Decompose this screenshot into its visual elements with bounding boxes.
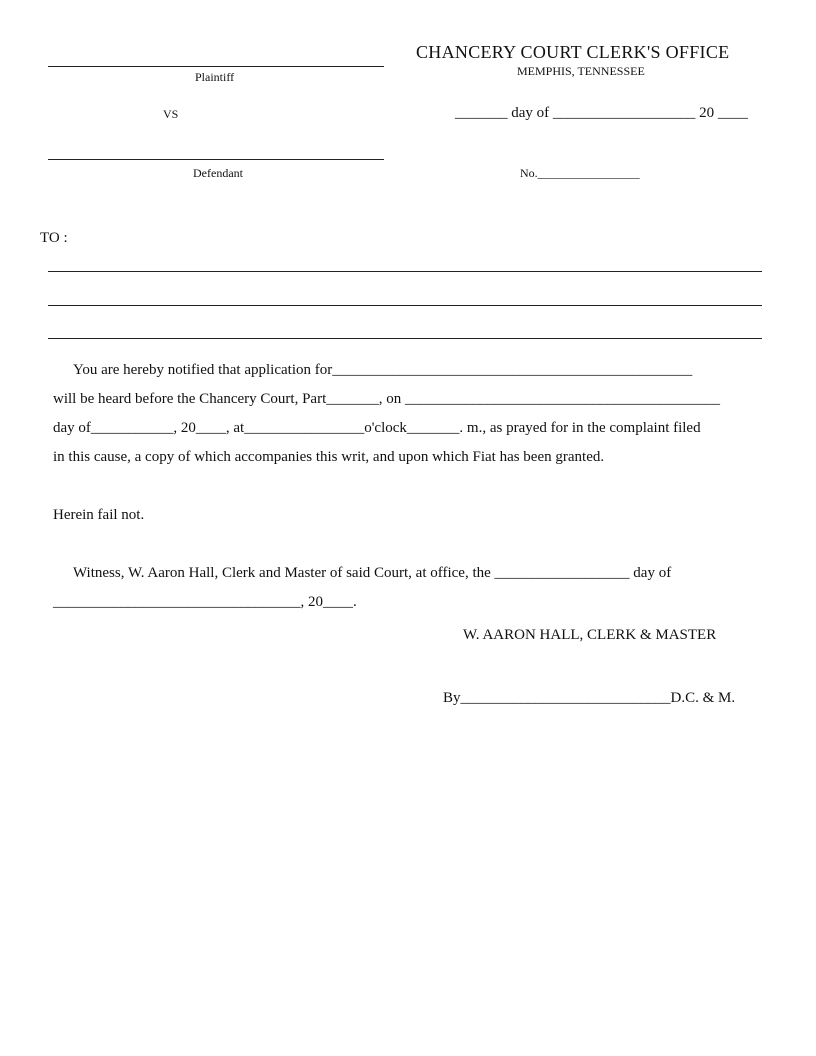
notice-line-1: You are hereby notified that application for________________________________________________ [73,362,693,378]
witness-line-1: Witness, W. Aaron Hall, Clerk and Master of said Court, at office, the __________________ day of [73,565,672,581]
notice-line-2: will be heard before the Chancery Court, Part_______, on __________________________________________ [53,391,720,407]
address-line-2 [48,305,762,306]
clerk-title: W. AARON HALL, CLERK & MASTER [463,627,717,643]
date-line: _______ day of ___________________ 20 ____ [455,105,748,121]
case-number-line: No._________________ [520,166,640,180]
plaintiff-line [48,66,384,67]
fail-not-text: Herein fail not. [53,507,145,523]
notice-line-4: in this cause, a copy of which accompanies this writ, and upon which Fiat has been granted. [53,449,605,465]
plaintiff-label: Plaintiff [195,70,235,84]
office-title: CHANCERY COURT CLERK'S OFFICE [416,42,730,62]
address-line-3 [48,338,762,339]
defendant-label: Defendant [193,166,243,180]
defendant-line [48,159,384,160]
notice-line-3: day of___________, 20____, at________________o'clock_______. m., as prayed for in the complaint filed [53,420,701,436]
versus-label: VS [163,107,179,121]
to-label: TO : [40,230,68,246]
witness-line-2: _________________________________, 20____. [53,594,357,610]
location-subtitle: MEMPHIS, TENNESSEE [517,64,645,78]
address-line-1 [48,271,762,272]
by-signature-line: By____________________________D.C. & M. [443,690,736,706]
